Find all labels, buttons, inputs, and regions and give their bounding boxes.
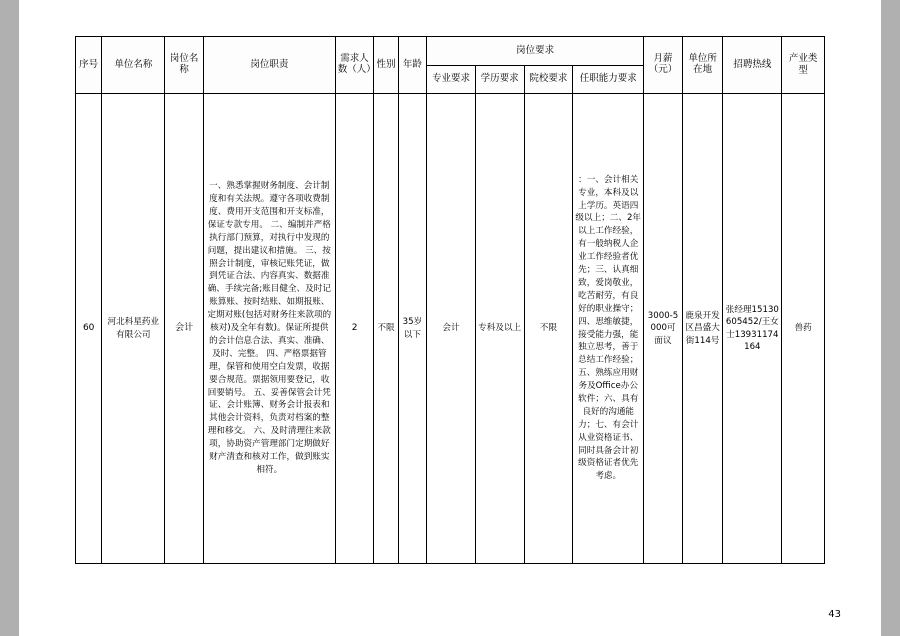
table-row [76, 94, 825, 564]
header-location: 单位所在地 [682, 37, 723, 94]
header-company: 单位名称 [102, 37, 165, 94]
document-page [19, 0, 881, 636]
header-duties: 岗位职责 [203, 37, 335, 94]
job-listing-table [75, 36, 825, 564]
cell-education: 专科及以上 [475, 94, 524, 564]
header-major: 专业要求 [427, 65, 476, 94]
cell-demand-count: 2 [335, 94, 374, 564]
cell-ability: ：一、会计相关专业，本科及以上学历。英语四级以上；二、2年以上工作经验，有一般纳税人企业工作经验者优先；三、认真细致，爱岗敬业，吃苦耐劳，有良好的职业操守；四、思维敏捷，接受能力强，能独立思考，善于总结工作经验；五、熟练应用财务及Office办公软件；六、具有良好的沟通能力；七、有会计从业资格证书、同时具备会计初级资格证者优先考虑。 [573, 94, 644, 564]
header-ability: 任职能力要求 [573, 65, 644, 94]
header-school: 院校要求 [524, 65, 573, 94]
header-demand-count: 需求人数（人） [335, 37, 374, 94]
header-age: 年龄 [398, 37, 426, 94]
header-education: 学历要求 [475, 65, 524, 94]
header-seq: 序号 [76, 37, 102, 94]
cell-age: 35岁以下 [398, 94, 426, 564]
header-gender: 性别 [374, 37, 398, 94]
cell-gender: 不限 [374, 94, 398, 564]
cell-industry: 兽药 [782, 94, 825, 564]
cell-seq: 60 [76, 94, 102, 564]
header-industry: 产业类型 [782, 37, 825, 94]
header-hotline: 招聘热线 [723, 37, 782, 94]
page-number: 43 [828, 609, 841, 620]
table-header [76, 37, 825, 94]
table-body [76, 94, 825, 564]
cell-major: 会计 [427, 94, 476, 564]
cell-duties: 一、熟悉掌握财务制度、会计制度和有关法规。遵守各项收费制度、费用开支范围和开支标准，保证专款专用。 二、编制并严格执行部门预算，对执行中发现的问题，提出建议和措施。 三、按照会计制度，审核记账凭证，做到凭证合法、内容真实、数据准确、手续完备;账目健全、及时记账算账、按时结账、如期报账、定期对账(包括对财务往来款项的核对)及全年有数)。保证所提供的会计信息合法、真实、准确、及时、完整。 四、严格票据管理，保管和使用空白发票，收据要合规范。票据领用要登记，收回要销号。 五、妥善保管会计凭证、会计账簿、财务会计报表和其他会计资料，负责对档案的整理和移交。 六、及时清理往来款项，协助资产管理部门定期做好财产清查和核对工作，做到账实相符。 [203, 94, 335, 564]
job-listing-sheet [75, 36, 825, 564]
header-post-name: 岗位名称 [165, 37, 204, 94]
table-header-row-1 [76, 37, 825, 66]
cell-school: 不限 [524, 94, 573, 564]
header-requirements-group: 岗位要求 [427, 37, 644, 66]
cell-location: 鹿泉开发区昌盛大街114号 [682, 94, 723, 564]
cell-salary: 3000-5000可面议 [644, 94, 683, 564]
cell-hotline: 张经理15130605452/王女士13931174164 [723, 94, 782, 564]
cell-post-name: 会计 [165, 94, 204, 564]
header-salary: 月薪（元） [644, 37, 683, 94]
cell-company: 河北科星药业有限公司 [102, 94, 165, 564]
